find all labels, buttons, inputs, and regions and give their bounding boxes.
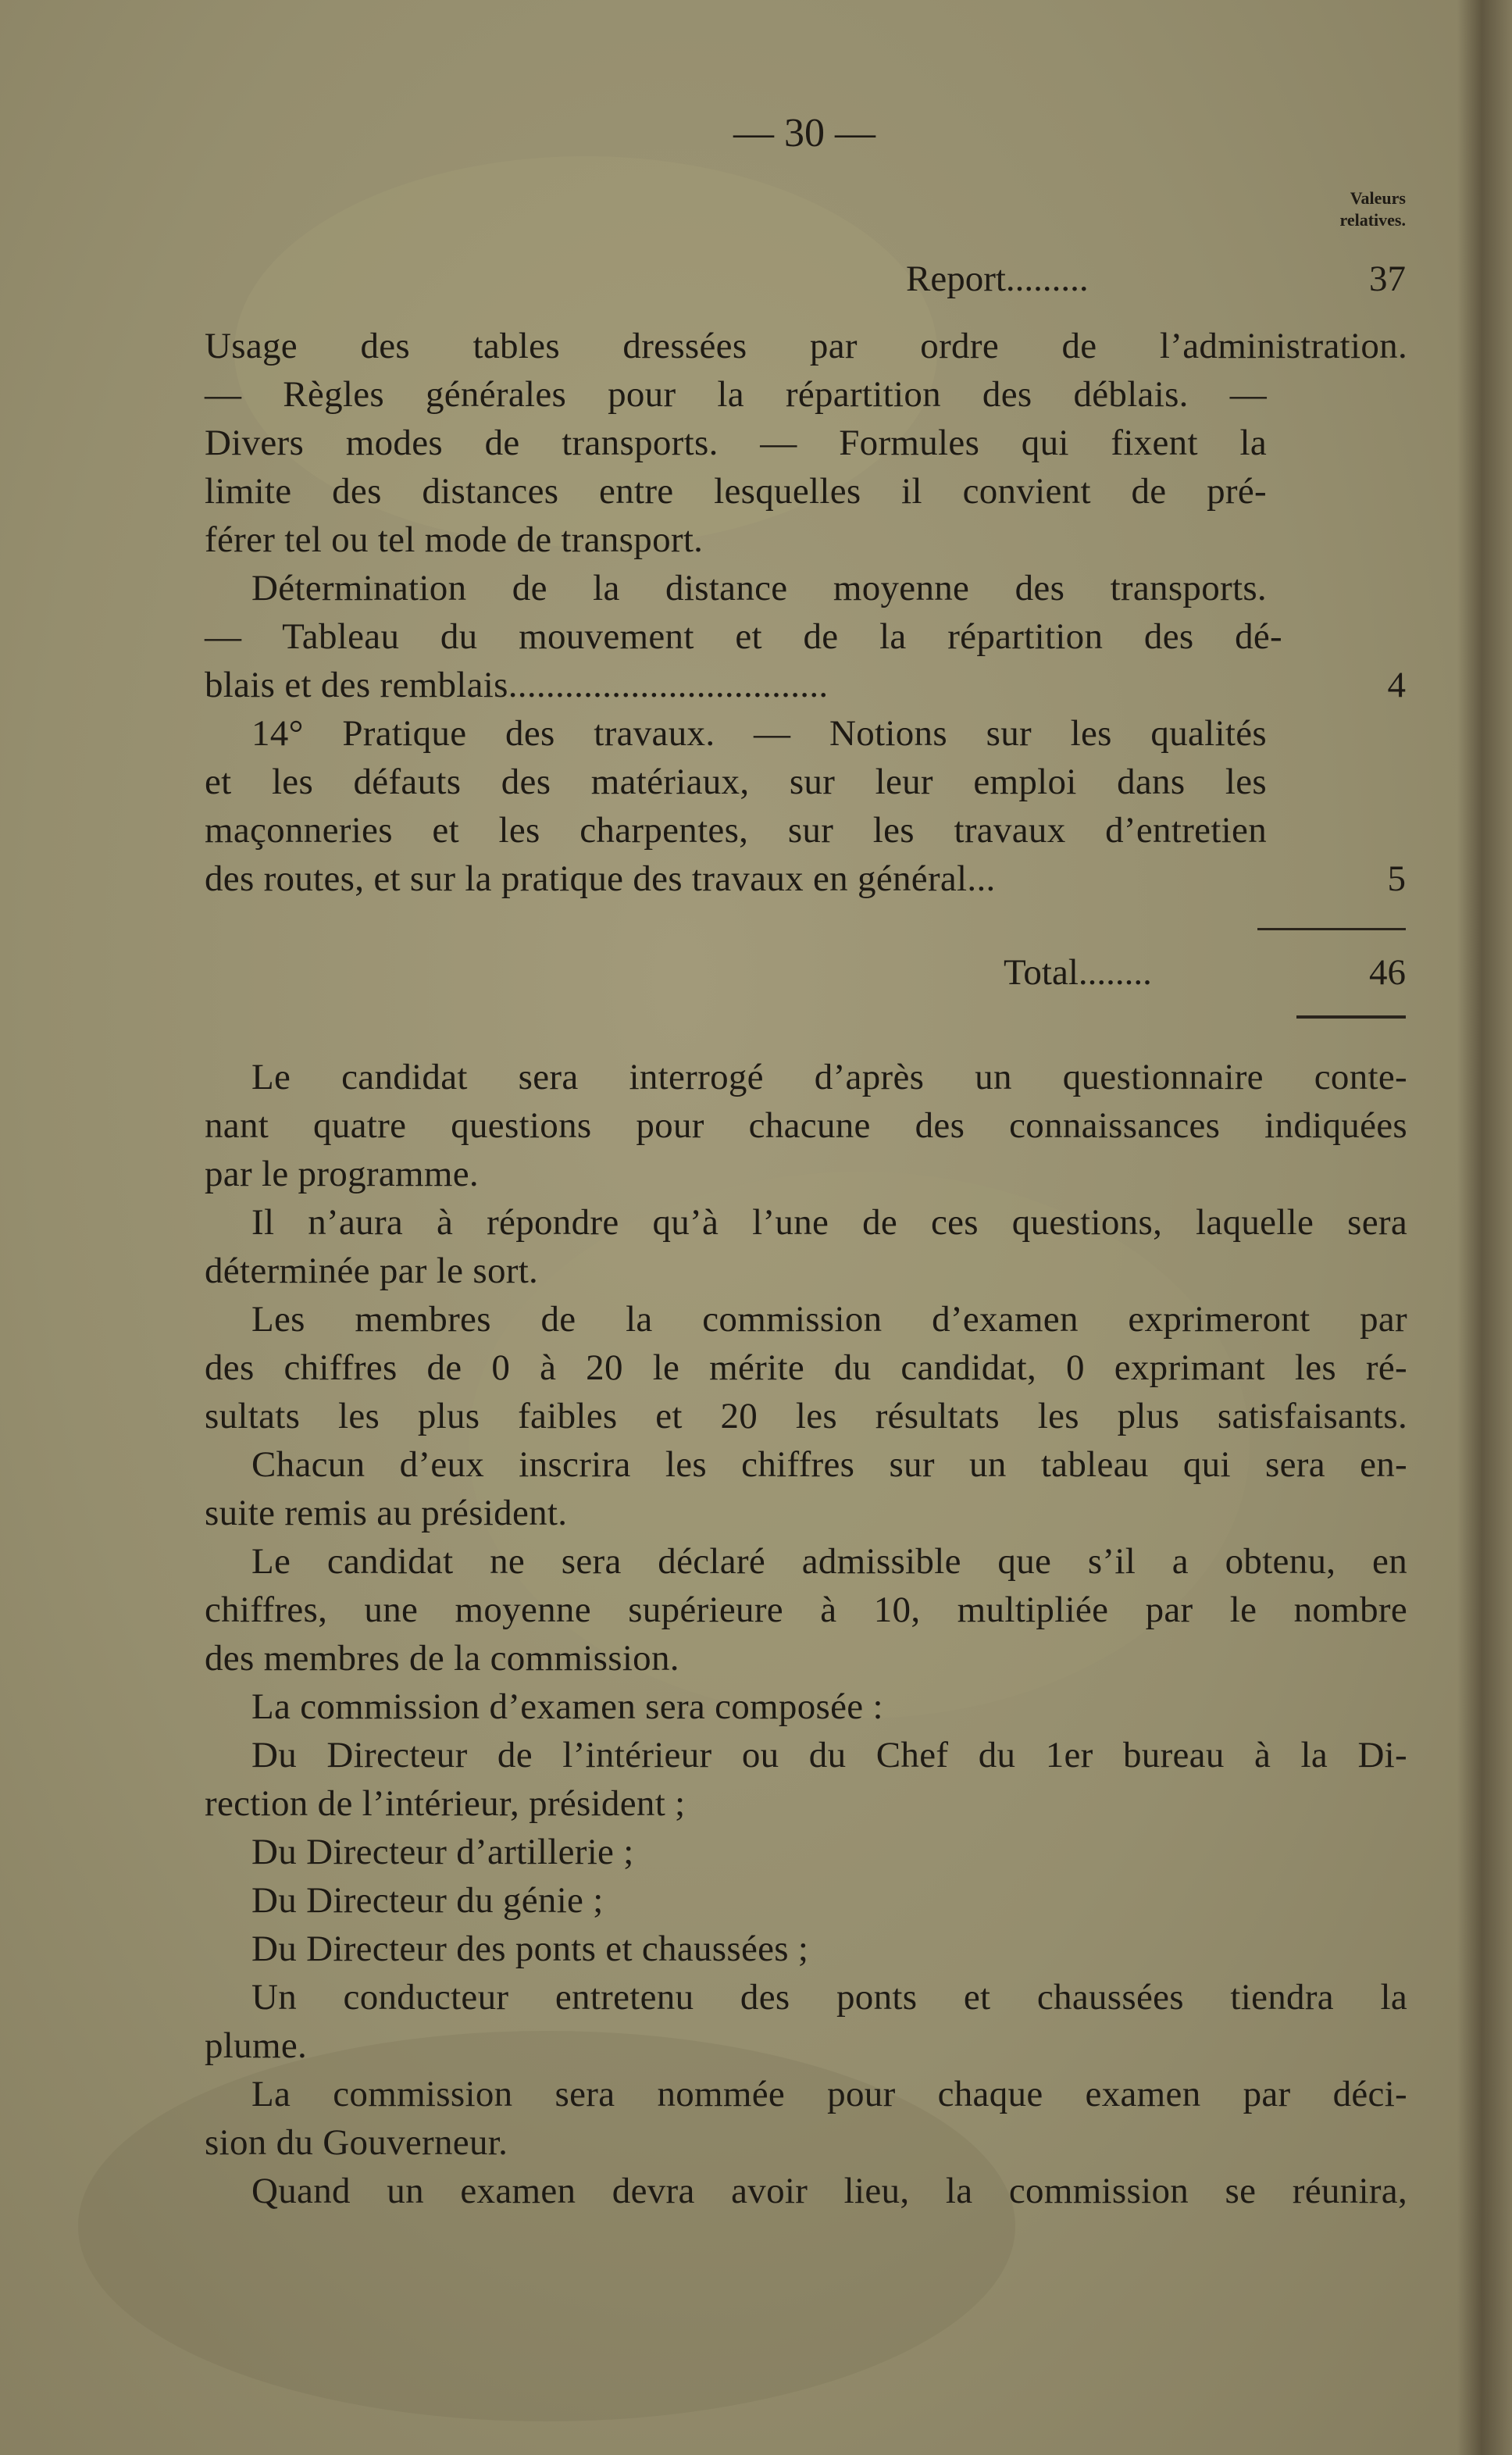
text-line: Du Directeur d’artillerie ; xyxy=(251,1832,634,1872)
total-value-row xyxy=(0,948,1406,997)
item-value-row xyxy=(0,661,1406,709)
item-value: 5 xyxy=(1387,858,1406,899)
text-line: sultats les plus faibles et 20 les résultats les plus satisfaisants. xyxy=(205,1396,1407,1436)
text-line: chiffres, une moyenne supérieure à 10, multipliée par le nombre xyxy=(205,1590,1407,1630)
text-line: limite des distances entre lesquelles il convient de pré- xyxy=(205,471,1267,512)
text-line: Le candidat ne sera déclaré admissible que s’il a obtenu, en xyxy=(251,1541,1407,1582)
text-line: Détermination de la distance moyenne des transports. xyxy=(251,568,1267,608)
report-label: Report......... xyxy=(906,259,1089,299)
text-line: par le programme. xyxy=(205,1154,479,1194)
text-line: blais et des remblais.................................. xyxy=(205,665,829,705)
page-number: — 30 — xyxy=(733,111,875,155)
text-line: Quand un examen devra avoir lieu, la commission se réunira, xyxy=(251,2171,1407,2211)
text-line: nant quatre questions pour chacune des connaissances indiquées xyxy=(205,1105,1407,1146)
column-header-line: Valeurs xyxy=(1350,188,1406,208)
text-line: Il n’aura à répondre qu’à l’une de ces questions, laquelle sera xyxy=(251,1202,1407,1243)
text-line: Les membres de la commission d’examen exprimeront par xyxy=(251,1299,1407,1340)
item-value: 4 xyxy=(1387,665,1406,705)
report-value: 37 xyxy=(1369,259,1406,299)
item-value-row xyxy=(0,855,1406,903)
text-line: Du Directeur de l’intérieur ou du Chef du 1er bureau à la Di- xyxy=(251,1735,1407,1775)
text-line: Du Directeur du génie ; xyxy=(251,1880,604,1921)
text-line: et les défauts des matériaux, sur leur emploi dans les xyxy=(205,762,1267,802)
text-line: — Tableau du mouvement et de la répartition des dé- xyxy=(205,616,1282,657)
text-line: Le candidat sera interrogé d’après un questionnaire conte- xyxy=(251,1057,1407,1097)
column-header xyxy=(1265,187,1406,231)
text-line: La commission sera nommée pour chaque examen par déci- xyxy=(251,2074,1407,2114)
column-header-line: relatives. xyxy=(1339,210,1406,230)
text-line: des membres de la commission. xyxy=(205,1638,679,1679)
text-line: rection de l’intérieur, président ; xyxy=(205,1783,686,1824)
text-line: sion du Gouverneur. xyxy=(205,2122,508,2163)
text-line: Chacun d’eux inscrira les chiffres sur un tableau qui sera en- xyxy=(251,1444,1407,1485)
text-line: Divers modes de transports. — Formules qui fixent la xyxy=(205,423,1267,463)
total-value: 46 xyxy=(1369,952,1406,993)
total-rule-top xyxy=(1257,928,1406,930)
text-line: Du Directeur des ponts et chaussées ; xyxy=(251,1929,809,1969)
text-line: maçonneries et les charpentes, sur les travaux d’entretien xyxy=(205,810,1267,851)
text-line: — Règles générales pour la répartition des déblais. — xyxy=(205,374,1267,415)
text-line: Usage des tables dressées par ordre de l’administration. xyxy=(205,326,1407,366)
text-line: des chiffres de 0 à 20 le mérite du candidat, 0 exprimant les ré- xyxy=(205,1347,1407,1388)
total-label: Total........ xyxy=(1004,952,1152,993)
text-line: plume. xyxy=(205,2025,308,2066)
text-line: 14° Pratique des travaux. — Notions sur les qualités xyxy=(251,713,1267,754)
report-value-row xyxy=(0,255,1406,303)
text-line: férer tel ou tel mode de transport. xyxy=(205,519,704,560)
text-line: suite remis au président. xyxy=(205,1493,568,1533)
text-line: Un conducteur entretenu des ponts et chaussées tiendra la xyxy=(251,1977,1407,2018)
text-line: déterminée par le sort. xyxy=(205,1251,539,1291)
text-line: La commission d’examen sera composée : xyxy=(251,1686,883,1727)
total-rule-bottom xyxy=(1296,1015,1406,1019)
text-line: des routes, et sur la pratique des travaux en général... xyxy=(205,858,996,899)
torn-page-edge xyxy=(1457,0,1512,2455)
